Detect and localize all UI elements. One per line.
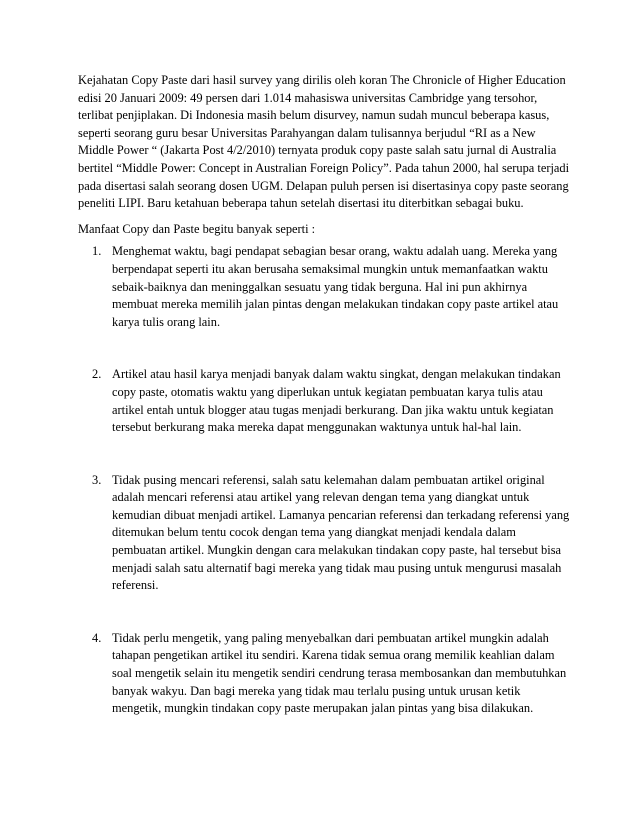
- list-item: [78, 366, 570, 436]
- benefits-list: [78, 243, 570, 717]
- document-page: [78, 72, 570, 718]
- list-item: [78, 630, 570, 718]
- list-item-text: Tidak perlu mengetik, yang paling menyebalkan dari pembuatan artikel mungkin adalah tahapan pengetikan artikel itu sendiri. Karena tidak semua orang memilik keahlian dalam soal mengetik selain itu mengetik sendiri cendrung terasa membosankan dan membutuhkan banyak wakyu. Dan bagi mereka yang tidak mau terlalu pusing untuk urusan ketik mengetik, mungkin tindakan copy paste merupakan jalan pintas yang bisa dilakukan.: [112, 630, 567, 716]
- list-item: [78, 243, 570, 331]
- list-item-number: 1.: [92, 244, 102, 259]
- list-item-text: Tidak pusing mencari referensi, salah satu kelemahan dalam pembuatan artikel original adalah mencari referensi atau artikel yang relevan dengan tema yang diangkat untuk kemudian dibuat menjadi artikel. Lamanya pencarian referensi dan terkadang referensi yang ditemukan belum tentu cocok dengan tema yang diangkat menjadi kendala dalam pembuatan artikel. Mungkin dengan cara melakukan tindakan copy paste, hal tersebut bisa menjadi salah satu alternatif bagi mereka yang tidak mau pusing untuk mengurusi masalah referensi.: [112, 472, 570, 593]
- list-item-number: 3.: [92, 472, 102, 487]
- list-item-text: Menghemat waktu, bagi pendapat sebagian besar orang, waktu adalah uang. Mereka yang berpendapat seperti itu akan berusaha semaksimal mungkin untuk memanfaatkan waktu sebaik-baiknya dan meninggalkan sesuatu yang tidak berguna. Hal ini pun akhirnya membuat mereka memilih jalan pintas dengan melakukan tindakan copy paste artikel atau karya tulis orang lain.: [112, 244, 559, 329]
- list-heading: Manfaat Copy dan Paste begitu banyak seperti :: [78, 221, 316, 236]
- list-item-number: 4.: [92, 630, 102, 645]
- list-item-text: Artikel atau hasil karya menjadi banyak dalam waktu singkat, dengan melakukan tindakan copy paste, otomatis waktu yang diperlukan untuk kegiatan pembuatan karya tulis atau artikel entah untuk blogger atau tugas menjadi berkurang. Dan jika waktu untuk kegiatan tersebut berkurang maka mereka dapat menggunakan waktunya untuk hal-hal lain.: [112, 367, 561, 435]
- list-item: [78, 472, 570, 595]
- intro-paragraph: Kejahatan Copy Paste dari hasil survey yang dirilis oleh koran The Chronicle of Higher Education edisi 20 Januari 2009: 49 persen dari 1.014 mahasiswa universitas Cambridge yang tersohor, terlibat penjiplakan. Di Indonesia masih belum disurvey, namun sudah muncul beberapa kasus, seperti seorang guru besar Universitas Parahyangan dalam tulisannya berjudul “RI as a New Middle Power “ (Jakarta Post 4/2/2010) ternyata produk copy paste salah satu jurnal di Australia bertitel “Middle Power: Concept in Australian Foreign Policy”. Pada tahun 2000, hal serupa terjadi pada disertasi salah seorang dosen UGM. Delapan puluh persen isi disertasinya copy paste seorang peneliti LIPI. Baru ketahuan beberapa tahun setelah disertasi itu diterbitkan sebagai buku.: [78, 73, 570, 211]
- list-item-number: 2.: [92, 367, 102, 382]
